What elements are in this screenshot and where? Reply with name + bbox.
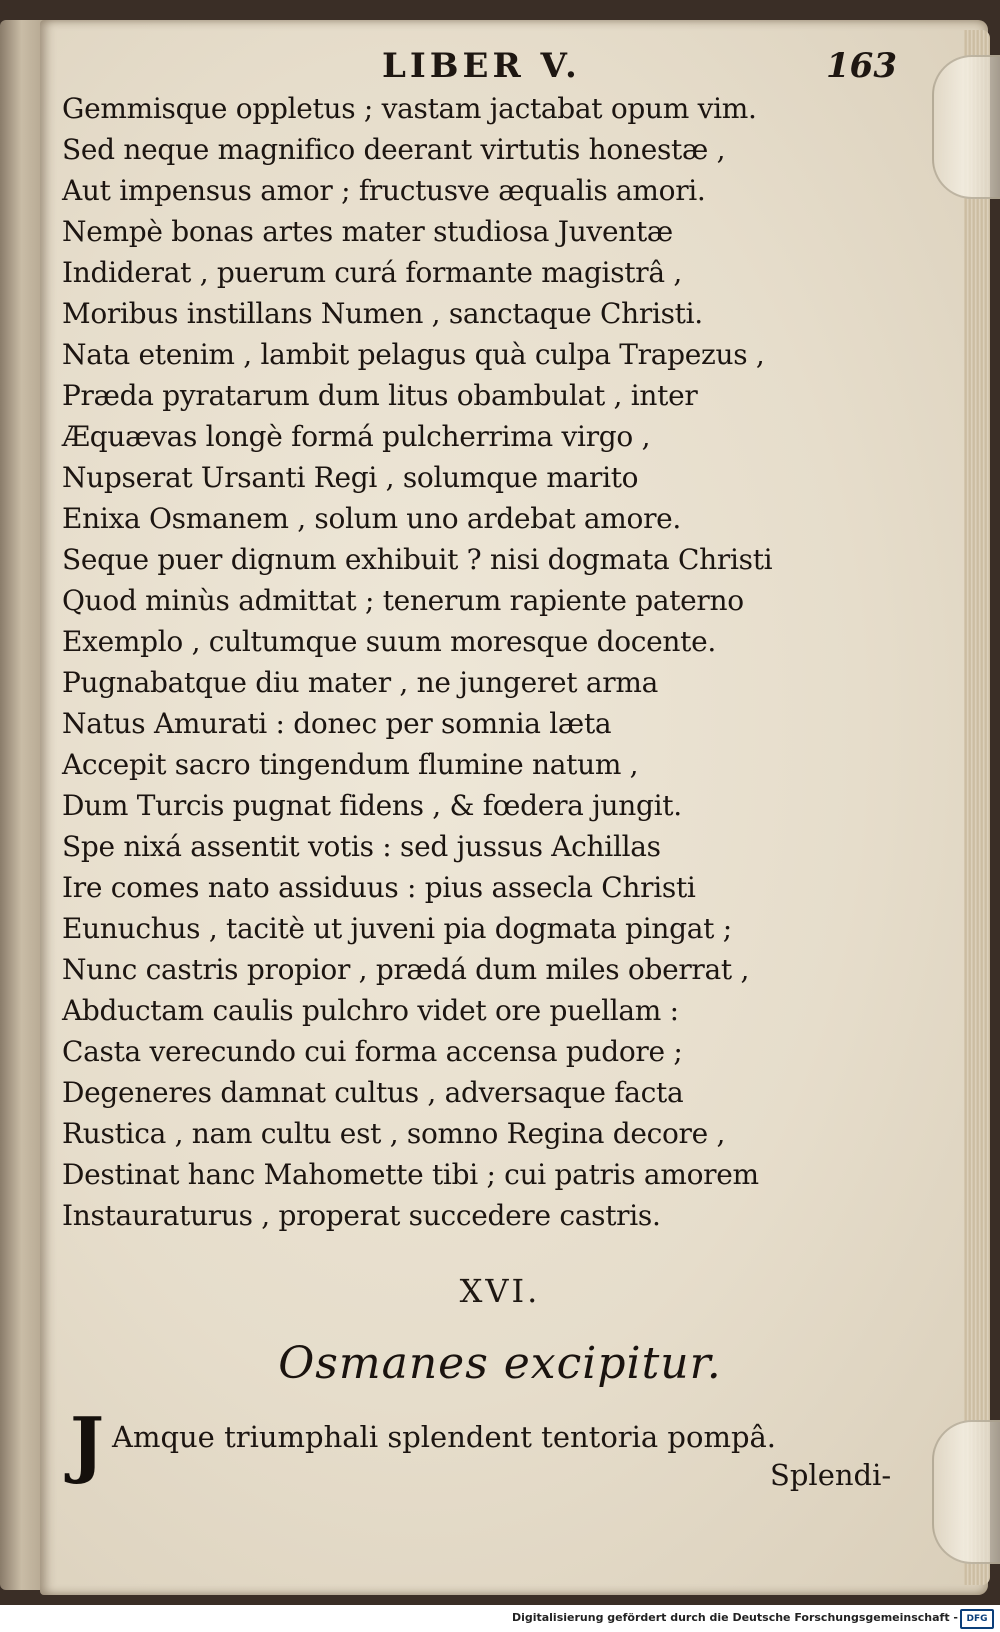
verse-line: Enixa Osmanem , solum uno ardebat amore. <box>62 502 682 535</box>
verse-line: Nupserat Ursanti Regi , solumque marito <box>62 461 639 494</box>
verse-line: Ire comes nato assiduus : pius asseclа Christi <box>62 871 696 904</box>
glass-clip-bottom <box>932 1420 1000 1564</box>
verse-line: Natus Amurati : donec per somnia læta <box>62 707 612 740</box>
page-number: 163 <box>826 46 897 86</box>
verse-line: Nunc castris propior , prædá dum miles oberrat , <box>62 953 750 986</box>
verse-line: Sed neque magnifico deerant virtutis honestæ , <box>62 133 726 166</box>
verse-line: Æquævas longè formá pulcherrima virgo , <box>62 420 651 453</box>
verse-line: Spe nixá assentit votis : sed jussus Achillas <box>62 830 661 863</box>
verse-line: Moribus instillans Numen , sanctaque Christi. <box>62 297 703 330</box>
verse-block <box>62 88 862 1236</box>
verse-line: Nata etenim , lambit pelagus quà culpa Trapezus , <box>62 338 765 371</box>
running-title: LIBER V. <box>382 46 581 86</box>
dfg-logo: DFG <box>960 1609 994 1629</box>
verse-line: Eunuchus , tacitè ut juveni pia dogmata pingat ; <box>62 912 732 945</box>
verse-line: Quod minùs admittat ; tenerum rapiente paterno <box>62 584 744 617</box>
verse-line: Accepit sacro tingendum flumine natum , <box>62 748 639 781</box>
footer-credit-bar <box>0 1605 1000 1632</box>
verse-line: Præda pyratarum dum litus obambulat , inter <box>62 379 698 412</box>
verse-line: Instauraturus , properat succedere castris. <box>62 1199 661 1232</box>
verse-line: Abductam caulis pulchro videt ore puellam : <box>62 994 679 1027</box>
verse-line: Exemplo , cultumque suum moresque docente. <box>62 625 716 658</box>
verse-line: Pugnabatque diu mater , ne jungeret arma <box>62 666 658 699</box>
verse-line: Rustica , nam cultu est , somno Regina decore , <box>62 1117 726 1150</box>
body-first-line: Amque triumphali splendent tentoria pompâ. <box>112 1420 777 1454</box>
verse-line: Casta verecundo cui forma accensa pudore ; <box>62 1035 683 1068</box>
glass-clip-top <box>932 55 1000 199</box>
funding-credit: Digitalisierung gefördert durch die Deutsche Forschungsgemeinschaft - <box>511 1611 958 1624</box>
verse-line: Destinat hanc Mahomette tibi ; cui patris amorem <box>62 1158 759 1191</box>
verse-line: Nempè bonas artes mater studiosa Juventæ <box>62 215 673 248</box>
verse-line: Seque puer dignum exhibuit ? nisi dogmata Christi <box>62 543 773 576</box>
section-title: Osmanes excipitur. <box>278 1338 722 1389</box>
verse-line: Indiderat , puerum curá formante magistrâ , <box>62 256 682 289</box>
catchword: Splendi- <box>770 1458 892 1492</box>
verse-line: Gemmisque oppletus ; vastam jactabat opum vim. <box>62 92 757 125</box>
section-number: XVI. <box>459 1272 541 1310</box>
drop-initial: J <box>70 1401 105 1486</box>
verse-line: Dum Turcis pugnat fidens , & fœdera jungit. <box>62 789 682 822</box>
page-header <box>60 46 900 90</box>
verse-line: Degeneres damnat cultus , adversaque facta <box>62 1076 684 1109</box>
verse-line: Aut impensus amor ; fructusve æqualis amori. <box>62 174 706 207</box>
